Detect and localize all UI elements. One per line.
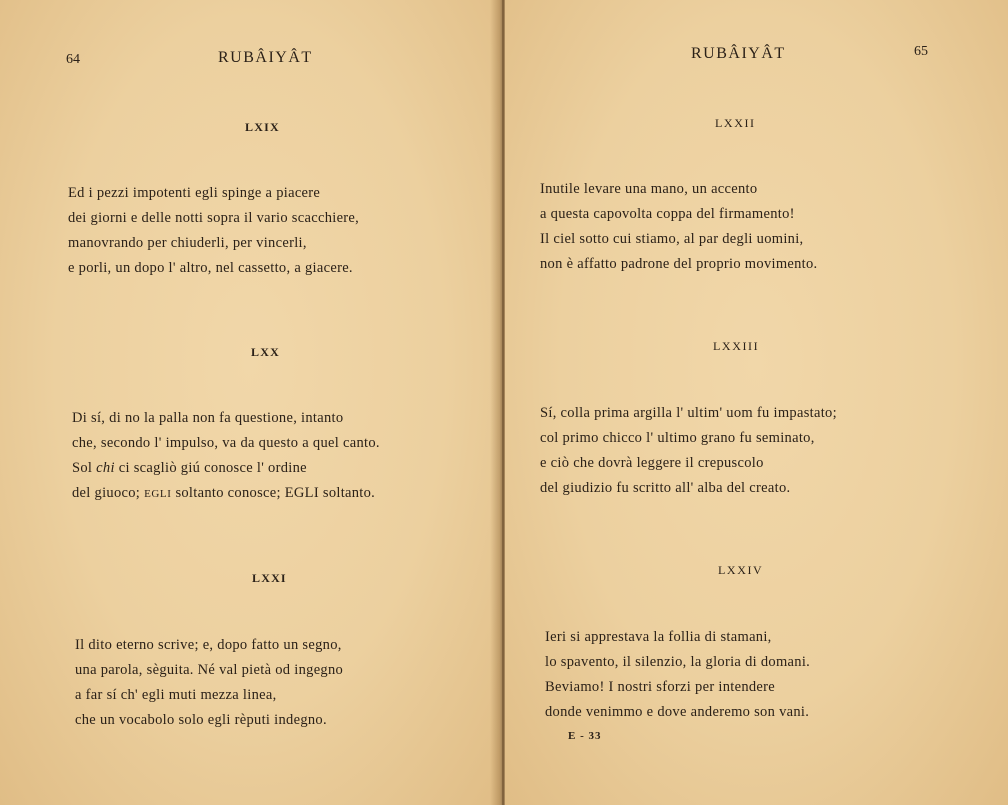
verse-line: a far sí ch' egli muti mezza linea, bbox=[75, 687, 277, 703]
verse-line: e ciò che dovrà leggere il crepuscolo bbox=[540, 455, 764, 471]
verse-line: dei giorni e delle notti sopra il vario scacchiere, bbox=[68, 210, 360, 226]
verse-line: Il ciel sotto cui stiamo, al par degli uomini, bbox=[540, 231, 804, 247]
gutter-fold bbox=[502, 0, 504, 805]
verse-line: che, secondo l' impulso, va da questo a quel canto. bbox=[72, 435, 380, 451]
verse-line: Inutile levare una mano, un accento bbox=[540, 181, 758, 197]
verse-line: del giuoco; EGLI soltanto conosce; EGLI soltanto. bbox=[72, 485, 376, 501]
stanza-numeral: LXIX bbox=[245, 120, 280, 134]
stanza-numeral: LXXII bbox=[715, 116, 756, 130]
running-title: RUBÂIYÂT bbox=[218, 49, 313, 66]
verse-line: Beviamo! I nostri sforzi per intendere bbox=[545, 679, 776, 695]
printer-signature: E - 33 bbox=[568, 730, 602, 742]
page-number: 64 bbox=[66, 52, 80, 67]
verse-line: donde venimmo e dove anderemo son vani. bbox=[545, 704, 810, 720]
stanza-numeral: LXXI bbox=[252, 571, 287, 585]
stanza-numeral: LXXIV bbox=[718, 563, 764, 577]
verse-line: Sí, colla prima argilla l' ultim' uom fu impastato; bbox=[540, 405, 837, 421]
verse-line: non è affatto padrone del proprio movimento. bbox=[540, 256, 818, 272]
verse-line: a questa capovolta coppa del firmamento! bbox=[540, 206, 795, 222]
verse-line: manovrando per chiuderli, per vincerli, bbox=[68, 235, 307, 251]
verse-line: Di sí, di no la palla non fa questione, intanto bbox=[72, 410, 344, 426]
verse-line: e porli, un dopo l' altro, nel cassetto, a giacere. bbox=[68, 260, 353, 276]
right-page bbox=[505, 0, 1008, 805]
running-title: RUBÂIYÂT bbox=[691, 45, 786, 62]
stanza-numeral: LXX bbox=[251, 345, 280, 359]
verse-line: Ed i pezzi impotenti egli spinge a piacere bbox=[68, 185, 321, 201]
verse-line: lo spavento, il silenzio, la gloria di domani. bbox=[545, 654, 811, 670]
verse-line: Ieri si apprestava la follia di stamani, bbox=[545, 629, 772, 645]
left-page bbox=[0, 0, 500, 805]
verse-line: del giudizio fu scritto all' alba del creato. bbox=[540, 480, 791, 496]
verse-line: Sol chi ci scagliò giú conosce l' ordine bbox=[72, 460, 307, 476]
page-number: 65 bbox=[914, 44, 928, 59]
verse-line: che un vocabolo solo egli rèputi indegno. bbox=[75, 712, 327, 728]
verse-line: col primo chicco l' ultimo grano fu seminato, bbox=[540, 430, 815, 446]
verse-line: una parola, sèguita. Né val pietà od ingegno bbox=[75, 662, 344, 678]
verse-line: Il dito eterno scrive; e, dopo fatto un segno, bbox=[75, 637, 342, 653]
stanza-numeral: LXXIII bbox=[713, 339, 760, 353]
